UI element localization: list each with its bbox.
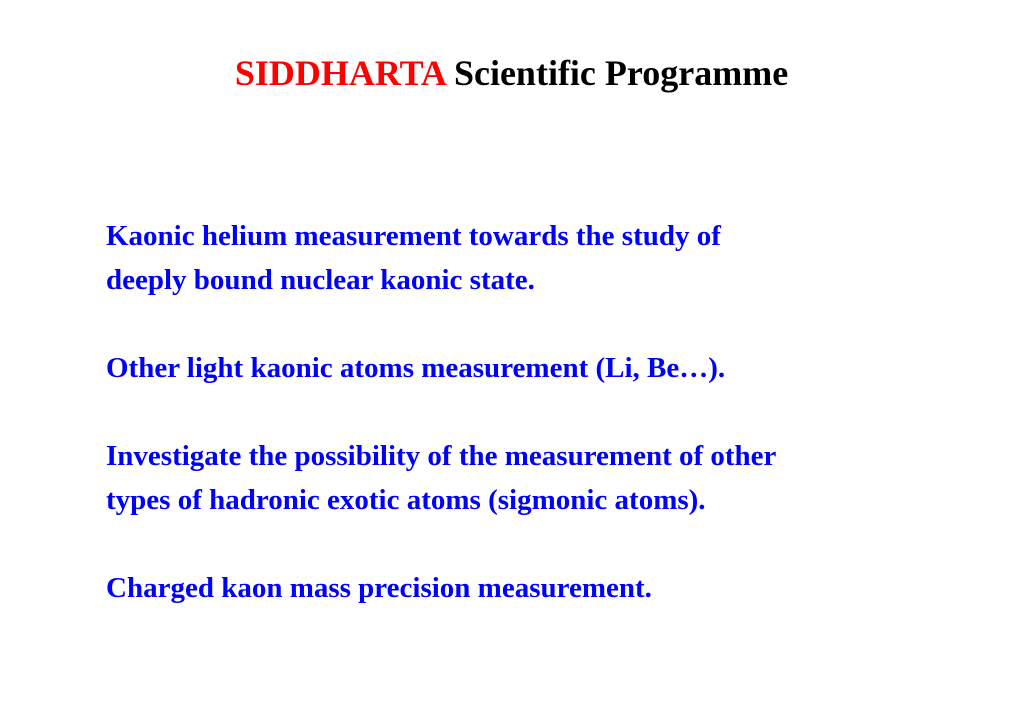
slide-title [0,52,1023,95]
programme-item-4 [106,569,986,613]
item-line: Charged kaon mass precision measurement. [106,572,652,604]
programme-item-1 [106,217,986,305]
programme-list [106,217,986,613]
item-line: types of hadronic exotic atoms (sigmonic atoms). [106,484,706,516]
title-rest: Scientific Programme [453,53,789,93]
item-line: Kaonic helium measurement towards the study of [106,220,721,252]
item-line: Investigate the possibility of the measurement of other [106,440,777,472]
programme-item-2 [106,349,986,393]
programme-item-3 [106,437,986,525]
spacer [106,393,986,437]
spacer [106,305,986,349]
title-accent: SIDDHARTA [234,53,445,93]
item-line: Other light kaonic atoms measurement (Li, Be…). [106,352,726,384]
item-line: deeply bound nuclear kaonic state. [106,264,535,296]
spacer [106,525,986,569]
